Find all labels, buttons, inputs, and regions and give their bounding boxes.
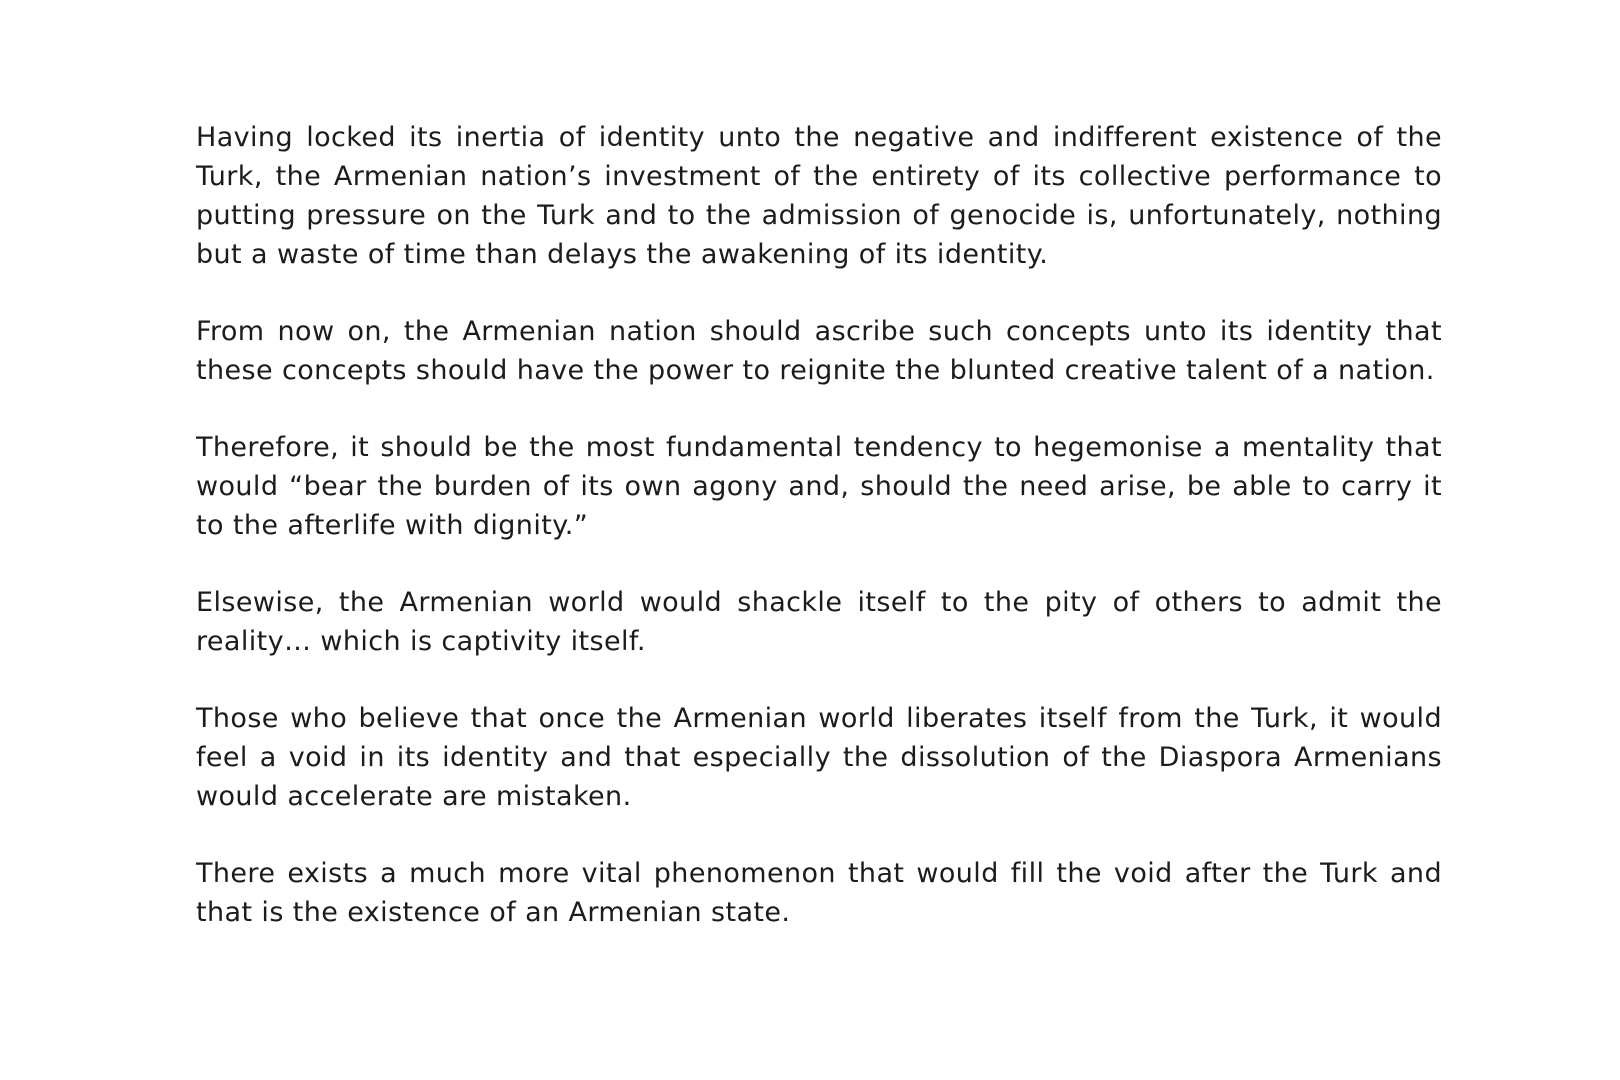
paragraph-1: Having locked its inertia of identity unto the negative and indifferent existence of the Turk, the Armenian nation’s investment of the entirety of its collective performance to putting pressure on the Turk and to the admission of genocide is, unfortunately, nothing but a waste of time than delays the awakening of its identity.: [196, 122, 1442, 270]
paragraph-3: Therefore, it should be the most fundamental tendency to hegemonise a mentality that would “bear the burden of its own agony and, should the need arise, be able to carry it to the afterlife with dignity.”: [196, 432, 1442, 541]
paragraph-2: From now on, the Armenian nation should ascribe such concepts unto its identity that these concepts should have the power to reignite the blunted creative talent of a nation.: [196, 316, 1442, 386]
paragraph-6: There exists a much more vital phenomenon that would fill the void after the Turk and that is the existence of an Armenian state.: [196, 858, 1442, 928]
document-body: [196, 118, 1442, 970]
paragraph-4: Elsewise, the Armenian world would shackle itself to the pity of others to admit the reality… which is captivity itself.: [196, 587, 1442, 657]
paragraph-5: Those who believe that once the Armenian world liberates itself from the Turk, it would feel a void in its identity and that especially the dissolution of the Diaspora Armenians would accelerate are mistaken.: [196, 703, 1442, 812]
